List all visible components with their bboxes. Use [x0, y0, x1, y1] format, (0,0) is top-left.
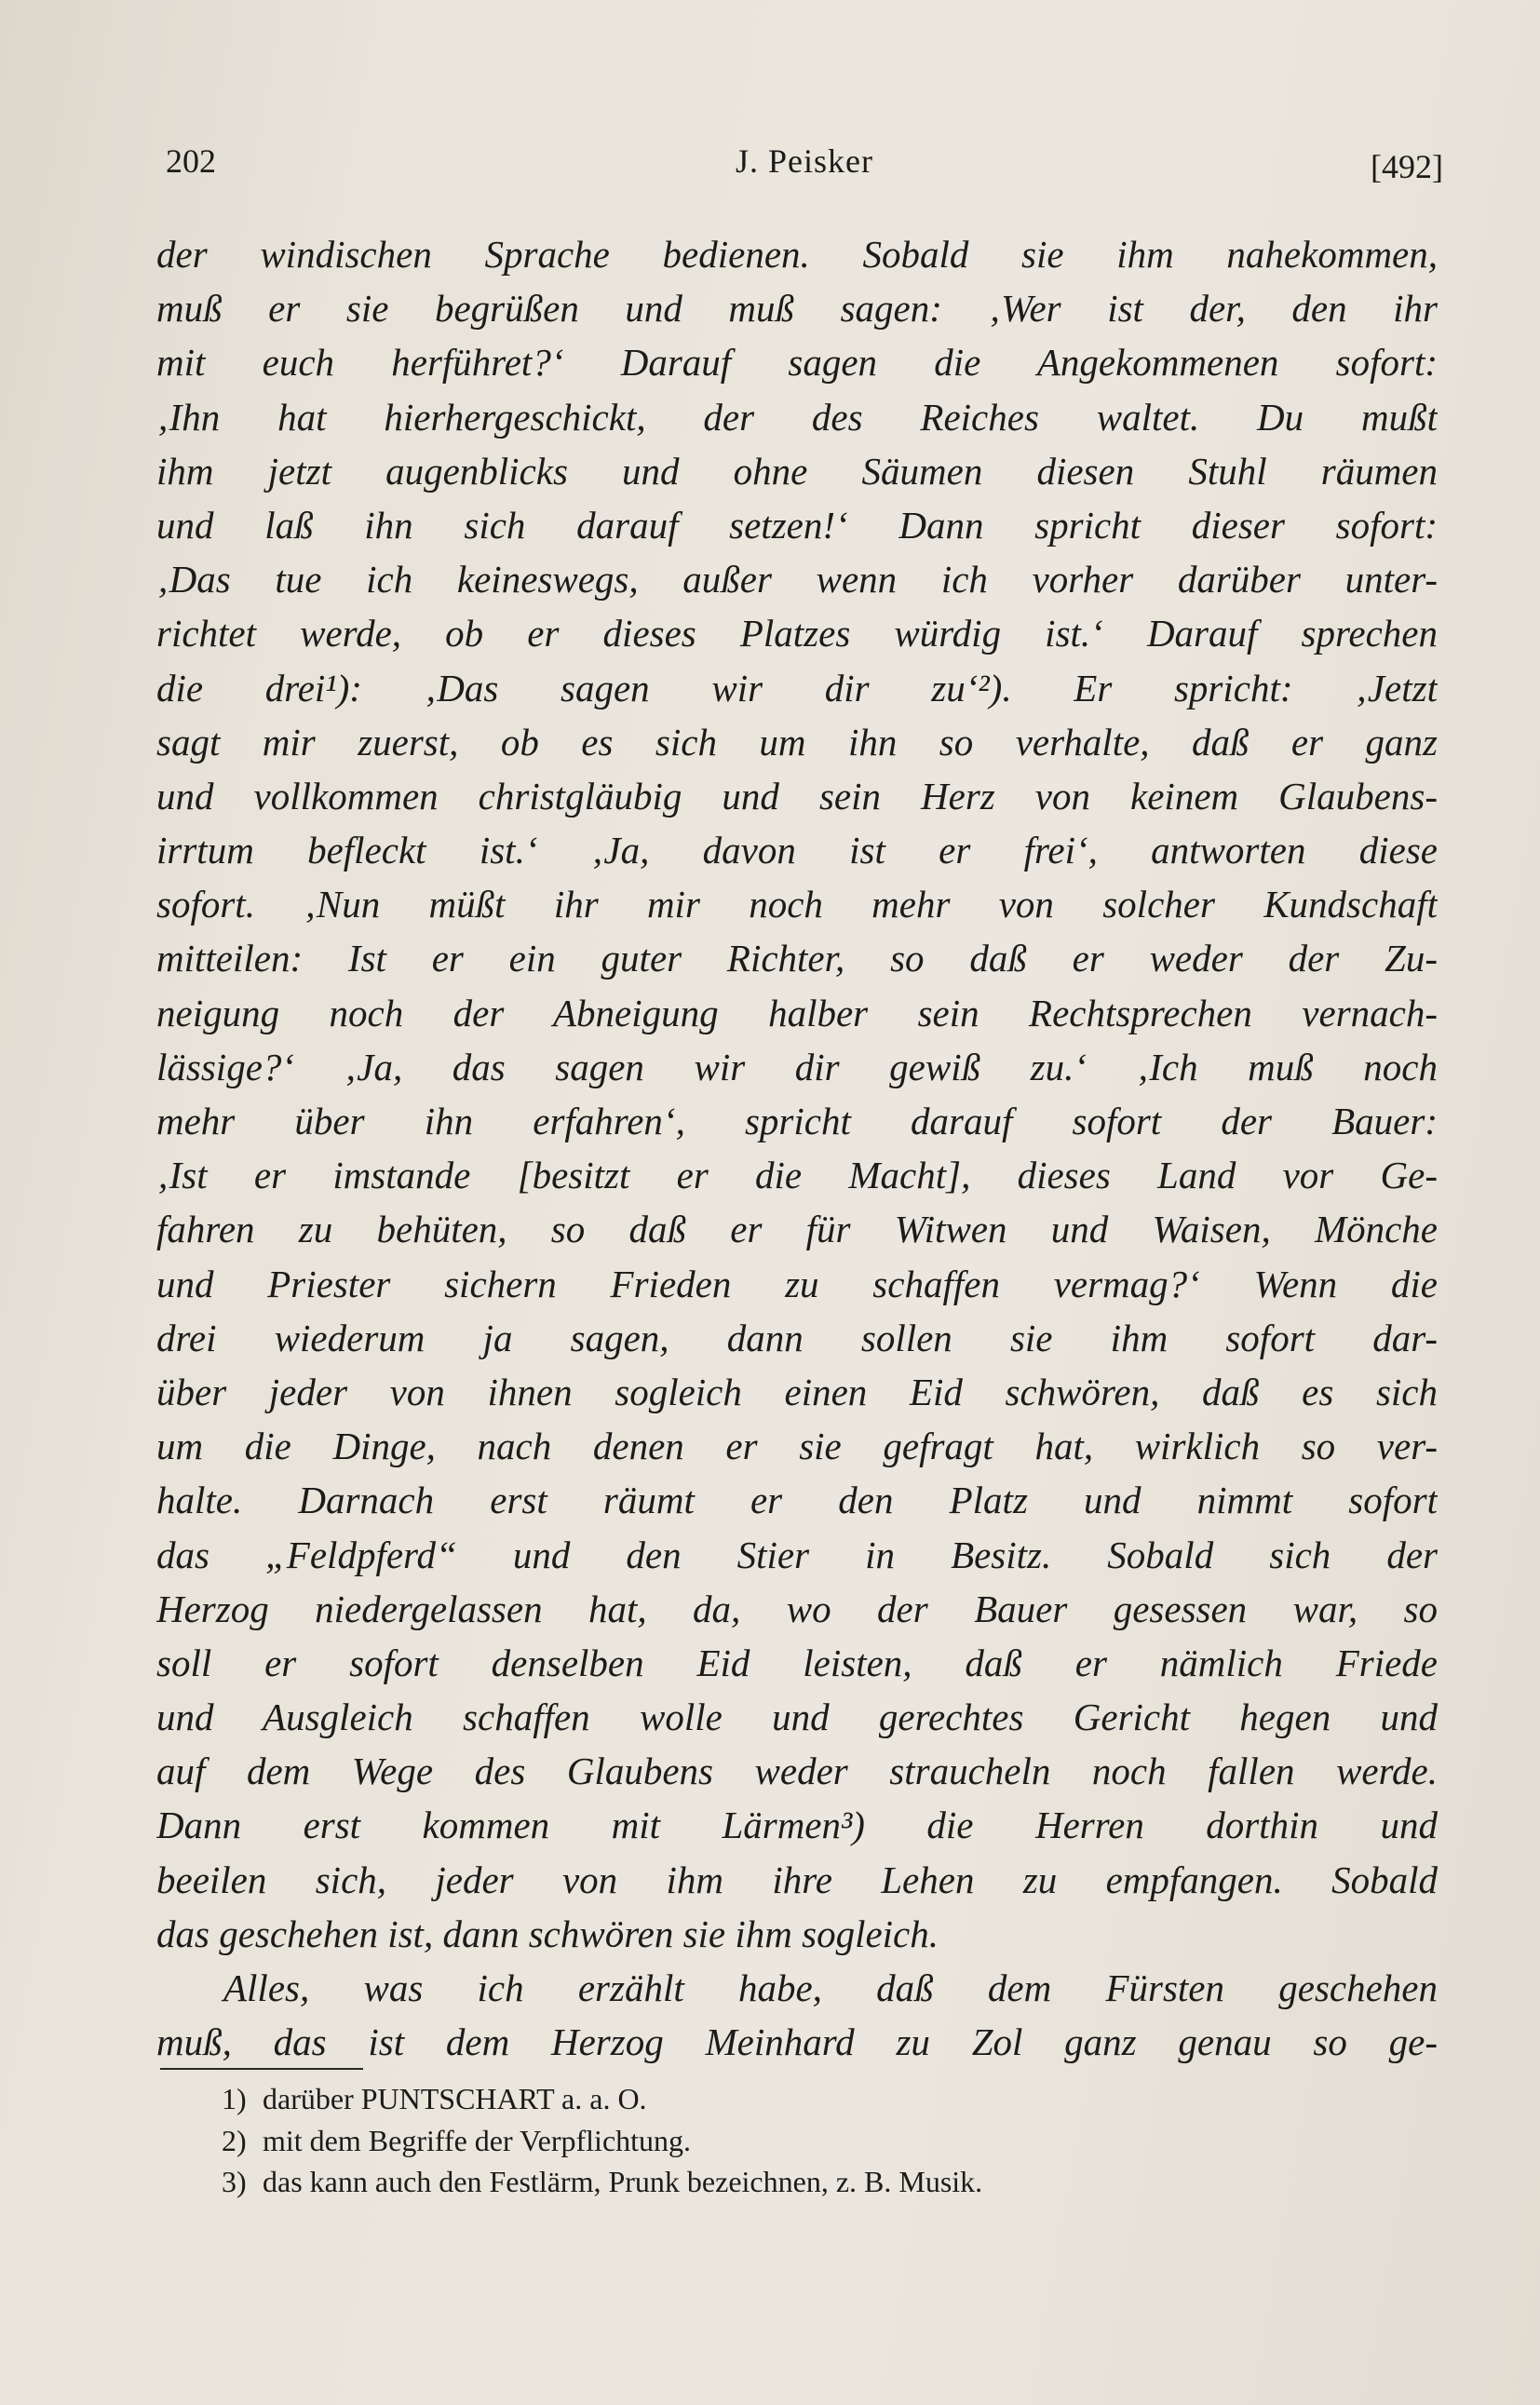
- text-line: lässige?‘ ‚Ja, das sagen wir dir gewiß zu.‘ ‚Ich muß noch: [156, 1045, 1438, 1088]
- text-line: ‚Ihn hat hierhergeschickt, der des Reiches waltet. Du mußt: [156, 395, 1438, 439]
- footnote-divider: [160, 2068, 363, 2070]
- text-line: das geschehen ist, dann schwören sie ihm sogleich.: [156, 1912, 939, 1955]
- footnote: [222, 2120, 1339, 2162]
- text-line: der windischen Sprache bedienen. Sobald sie ihm nahekommen,: [156, 233, 1438, 276]
- footnotes: [222, 2078, 1339, 2203]
- text-line: und Ausgleich schaffen wolle und gerechtes Gericht hegen und: [156, 1696, 1438, 1739]
- original-page-number: [492]: [1371, 148, 1443, 185]
- text-line: richtet werde, ob er dieses Platzes würdig ist.‘ Darauf sprechen: [156, 612, 1438, 655]
- text-line: beeilen sich, jeder von ihm ihre Lehen zu empfangen. Sobald: [156, 1858, 1438, 1901]
- footnote: [222, 2078, 1339, 2120]
- text-line: ‚Das tue ich keineswegs, außer wenn ich vorher darüber unter-: [156, 558, 1438, 601]
- text-line: mit euch herführet?‘ Darauf sagen die Angekommenen sofort:: [156, 341, 1438, 385]
- text-line: Herzog niedergelassen hat, da, wo der Bauer gesessen war, so: [156, 1587, 1438, 1630]
- text-line: das „Feldpferd“ und den Stier in Besitz. Sobald sich der: [156, 1533, 1438, 1576]
- text-line: neigung noch der Abneigung halber sein Rechtsprechen vernach-: [156, 991, 1438, 1034]
- text-line: ‚Ist er imstande [besitzt er die Macht], dieses Land vor Ge-: [156, 1154, 1438, 1197]
- text-line: um die Dinge, nach denen er sie gefragt hat, wirklich so ver-: [156, 1425, 1438, 1468]
- text-line: muß er sie begrüßen und muß sagen: ‚Wer ist der, den ihr: [156, 287, 1438, 331]
- footnote-number: 2): [222, 2123, 247, 2157]
- text-line: die drei¹): ‚Das sagen wir dir zu‘²). Er spricht: ‚Jetzt: [156, 666, 1438, 709]
- footnote-text: darüber PUNTSCHART a. a. O.: [263, 2082, 647, 2115]
- text-line: Alles, was ich erzählt habe, daß dem Fürsten geschehen: [223, 1966, 1438, 2009]
- body-text: [156, 227, 1438, 2069]
- text-line: halte. Darnach erst räumt er den Platz und nimmt sofort: [156, 1479, 1438, 1522]
- text-line: über jeder von ihnen sogleich einen Eid schwören, daß es sich: [156, 1370, 1438, 1413]
- text-line: drei wiederum ja sagen, dann sollen sie ihm sofort dar-: [156, 1316, 1438, 1359]
- running-title: J. Peisker: [736, 142, 873, 180]
- footnote-text: mit dem Begriffe der Verpflichtung.: [263, 2123, 692, 2157]
- page-header: [166, 142, 1443, 197]
- text-line: soll er sofort denselben Eid leisten, daß er nämlich Friede: [156, 1641, 1438, 1684]
- text-line: mehr über ihn erfahren‘, spricht darauf sofort der Bauer:: [156, 1100, 1438, 1142]
- text-line: sagt mir zuerst, ob es sich um ihn so verhalte, daß er ganz: [156, 720, 1438, 763]
- text-line: und laß ihn sich darauf setzen!‘ Dann spricht dieser sofort:: [156, 503, 1438, 547]
- footnote: [222, 2161, 1339, 2203]
- text-line: muß, das ist dem Herzog Meinhard zu Zol ganz genau so ge-: [156, 2020, 1438, 2064]
- text-line: und vollkommen christgläubig und sein Herz von keinem Glaubens-: [156, 774, 1438, 817]
- footnote-number: 1): [222, 2082, 247, 2115]
- text-line: fahren zu behüten, so daß er für Witwen und Waisen, Mönche: [156, 1208, 1438, 1251]
- text-line: auf dem Wege des Glaubens weder straucheln noch fallen werde.: [156, 1750, 1438, 1793]
- text-line: mitteilen: Ist er ein guter Richter, so daß er weder der Zu-: [156, 937, 1438, 980]
- text-line: und Priester sichern Frieden zu schaffen vermag?‘ Wenn die: [156, 1262, 1438, 1305]
- page-number: 202: [166, 142, 216, 180]
- text-line: Dann erst kommen mit Lärmen³) die Herren dorthin und: [156, 1804, 1438, 1847]
- text-line: ihm jetzt augenblicks und ohne Säumen diesen Stuhl räumen: [156, 449, 1438, 493]
- text-line: sofort. ‚Nun müßt ihr mir noch mehr von solcher Kundschaft: [156, 883, 1438, 926]
- footnote-number: 3): [222, 2165, 247, 2198]
- footnote-text: das kann auch den Festlärm, Prunk bezeichnen, z. B. Musik.: [263, 2165, 983, 2198]
- text-line: irrtum befleckt ist.‘ ‚Ja, davon ist er frei‘, antworten diese: [156, 829, 1438, 872]
